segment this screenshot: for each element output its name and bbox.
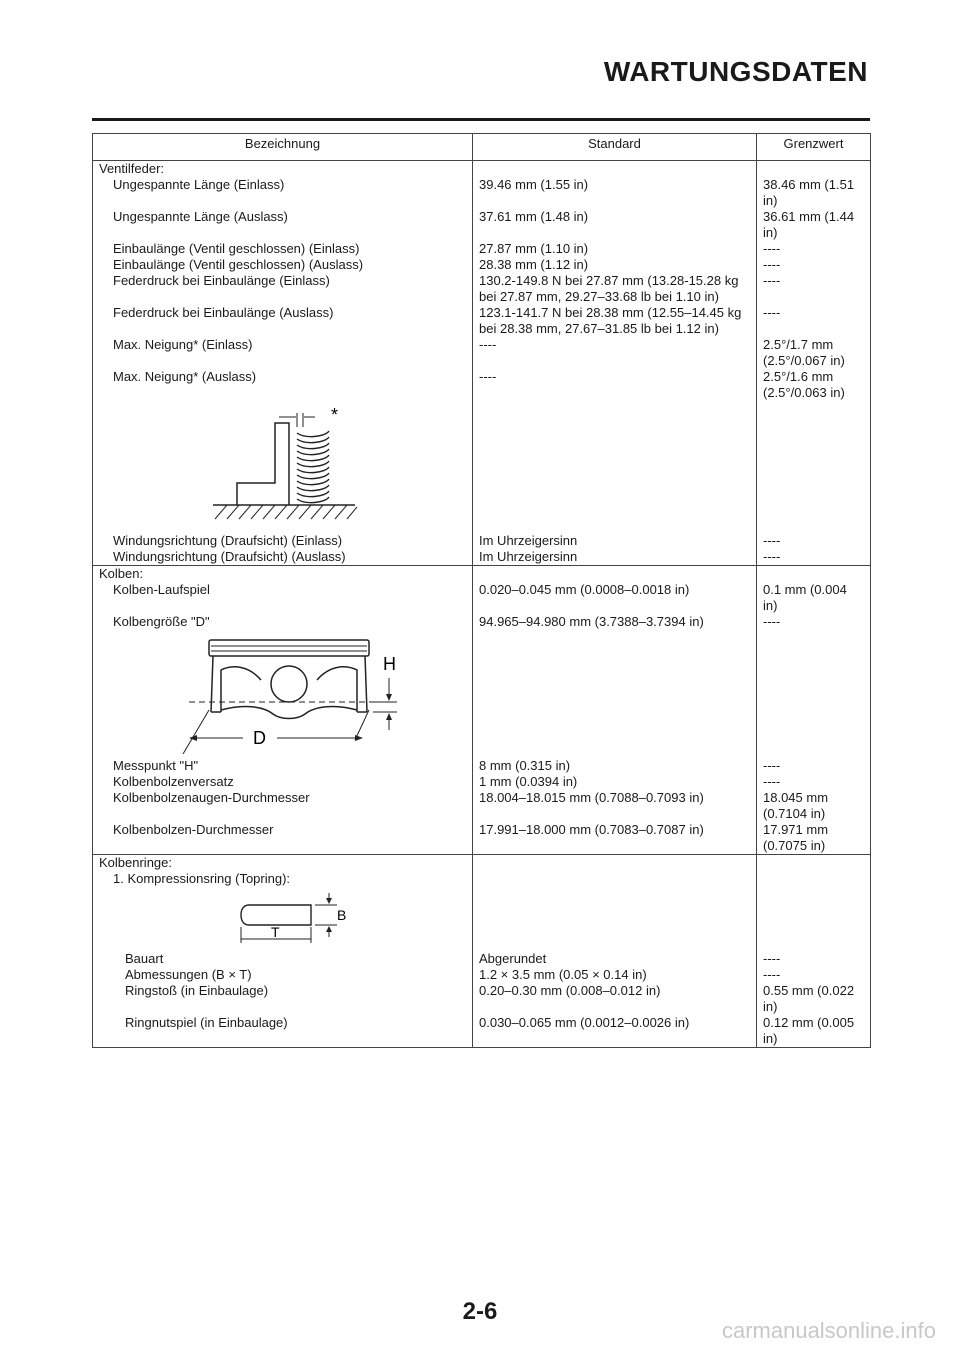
section-heading: Kolbenringe: [93, 855, 473, 872]
figure-label-d: D [253, 728, 266, 748]
row-standard: 27.87 mm (1.10 in) [473, 241, 757, 257]
row-standard: Abgerundet [473, 951, 757, 967]
row-name: Ringstoß (in Einbaulage) [93, 983, 473, 1015]
row-name: Kolbenbolzen-Durchmesser [93, 822, 473, 855]
table-row [93, 758, 871, 774]
figure-label-star: * [331, 405, 339, 425]
figure-label-h: H [383, 654, 396, 674]
column-header: Bezeichnung [93, 134, 473, 161]
figure-row [93, 630, 871, 758]
row-name: Einbaulänge (Ventil geschlossen) (Einlass) [93, 241, 473, 257]
header-rule [92, 118, 870, 121]
row-name: Federdruck bei Einbaulänge (Einlass) [93, 273, 473, 305]
row-standard: 94.965–94.980 mm (3.7388–3.7394 in) [473, 614, 757, 630]
figure-label-t: T [271, 924, 280, 940]
piston-ring-figure [93, 887, 473, 947]
row-limit: ---- [757, 549, 871, 566]
row-name: Federdruck bei Einbaulänge (Auslass) [93, 305, 473, 337]
table-row [93, 241, 871, 257]
table-row [93, 951, 871, 967]
table-row [93, 967, 871, 983]
row-limit: ---- [757, 774, 871, 790]
table-row [93, 549, 871, 566]
table-row [93, 305, 871, 337]
table-row [93, 790, 871, 822]
row-standard: 0.20–0.30 mm (0.008–0.012 in) [473, 983, 757, 1015]
table-row [93, 774, 871, 790]
section-heading-row [93, 161, 871, 178]
row-limit: 0.12 mm (0.005 in) [757, 1015, 871, 1048]
row-limit: 0.55 mm (0.022 in) [757, 983, 871, 1015]
row-standard: 8 mm (0.315 in) [473, 758, 757, 774]
row-standard: 123.1-141.7 N bei 28.38 mm (12.55–14.45 kg bei 28.38 mm, 27.67–31.85 lb bei 1.12 in) [473, 305, 757, 337]
row-name: Ringnutspiel (in Einbaulage) [93, 1015, 473, 1048]
row-standard: 0.020–0.045 mm (0.0008–0.0018 in) [473, 582, 757, 614]
table-row [93, 614, 871, 630]
row-name: Abmessungen (B × T) [93, 967, 473, 983]
row-limit: ---- [757, 305, 871, 337]
table-row [93, 533, 871, 549]
row-limit: ---- [757, 241, 871, 257]
table-row [93, 177, 871, 209]
section-heading: Kolben: [93, 566, 473, 583]
subsection-heading: 1. Kompressionsring (Topring): [93, 871, 473, 887]
row-limit: 36.61 mm (1.44 in) [757, 209, 871, 241]
row-standard: 1 mm (0.0394 in) [473, 774, 757, 790]
row-standard: Im Uhrzeigersinn [473, 533, 757, 549]
row-standard: 28.38 mm (1.12 in) [473, 257, 757, 273]
subsection-heading-row [93, 871, 871, 887]
row-name: Kolben-Laufspiel [93, 582, 473, 614]
row-standard: ---- [473, 337, 757, 369]
row-limit: 17.971 mm (0.7075 in) [757, 822, 871, 855]
piston-figure [93, 630, 473, 754]
row-limit: ---- [757, 273, 871, 305]
table-row [93, 1015, 871, 1048]
row-limit: 0.1 mm (0.004 in) [757, 582, 871, 614]
figure-row [93, 887, 871, 951]
column-header: Standard [473, 134, 757, 161]
spec-table [92, 133, 871, 1048]
section-heading-row [93, 566, 871, 583]
row-limit: ---- [757, 951, 871, 967]
figure-row [93, 401, 871, 533]
row-name: Kolbengröße "D" [93, 614, 473, 630]
table-header-row [93, 134, 871, 161]
table-row [93, 369, 871, 401]
row-limit: 38.46 mm (1.51 in) [757, 177, 871, 209]
section-heading-row [93, 855, 871, 872]
section-heading: Ventilfeder: [93, 161, 473, 178]
row-name: Bauart [93, 951, 473, 967]
valve-spring-tilt-figure [93, 401, 473, 529]
page-title: WARTUNGSDATEN [603, 56, 868, 87]
row-name: Kolbenbolzenversatz [93, 774, 473, 790]
row-name: Windungsrichtung (Draufsicht) (Einlass) [93, 533, 473, 549]
row-name: Windungsrichtung (Draufsicht) (Auslass) [93, 549, 473, 566]
row-limit: 2.5°/1.7 mm (2.5°/0.067 in) [757, 337, 871, 369]
row-standard: ---- [473, 369, 757, 401]
row-standard: 17.991–18.000 mm (0.7083–0.7087 in) [473, 822, 757, 855]
row-limit: ---- [757, 758, 871, 774]
table-row [93, 983, 871, 1015]
row-standard: 39.46 mm (1.55 in) [473, 177, 757, 209]
row-standard: 130.2-149.8 N bei 27.87 mm (13.28-15.28 kg bei 27.87 mm, 29.27–33.68 lb bei 1.10 in) [473, 273, 757, 305]
table-row [93, 822, 871, 855]
row-name: Ungespannte Länge (Auslass) [93, 209, 473, 241]
row-name: Einbaulänge (Ventil geschlossen) (Auslass) [93, 257, 473, 273]
column-header: Grenzwert [757, 134, 871, 161]
row-standard: 37.61 mm (1.48 in) [473, 209, 757, 241]
row-standard: 0.030–0.065 mm (0.0012–0.0026 in) [473, 1015, 757, 1048]
row-limit: ---- [757, 533, 871, 549]
row-limit: 2.5°/1.6 mm (2.5°/0.063 in) [757, 369, 871, 401]
page-number: 2-6 [462, 1298, 498, 1325]
row-name: Messpunkt "H" [93, 758, 473, 774]
table-row [93, 337, 871, 369]
table-row [93, 257, 871, 273]
row-limit: ---- [757, 967, 871, 983]
row-name: Ungespannte Länge (Einlass) [93, 177, 473, 209]
row-name: Max. Neigung* (Auslass) [93, 369, 473, 401]
row-limit: ---- [757, 257, 871, 273]
row-name: Kolbenbolzenaugen-Durchmesser [93, 790, 473, 822]
row-standard: Im Uhrzeigersinn [473, 549, 757, 566]
table-row [93, 273, 871, 305]
row-limit: ---- [757, 614, 871, 630]
figure-label-b: B [337, 907, 347, 923]
row-limit: 18.045 mm (0.7104 in) [757, 790, 871, 822]
row-standard: 18.004–18.015 mm (0.7088–0.7093 in) [473, 790, 757, 822]
row-name: Max. Neigung* (Einlass) [93, 337, 473, 369]
table-row [93, 209, 871, 241]
watermark: carmanualsonline.info [721, 1318, 936, 1343]
table-row [93, 582, 871, 614]
row-standard: 1.2 × 3.5 mm (0.05 × 0.14 in) [473, 967, 757, 983]
